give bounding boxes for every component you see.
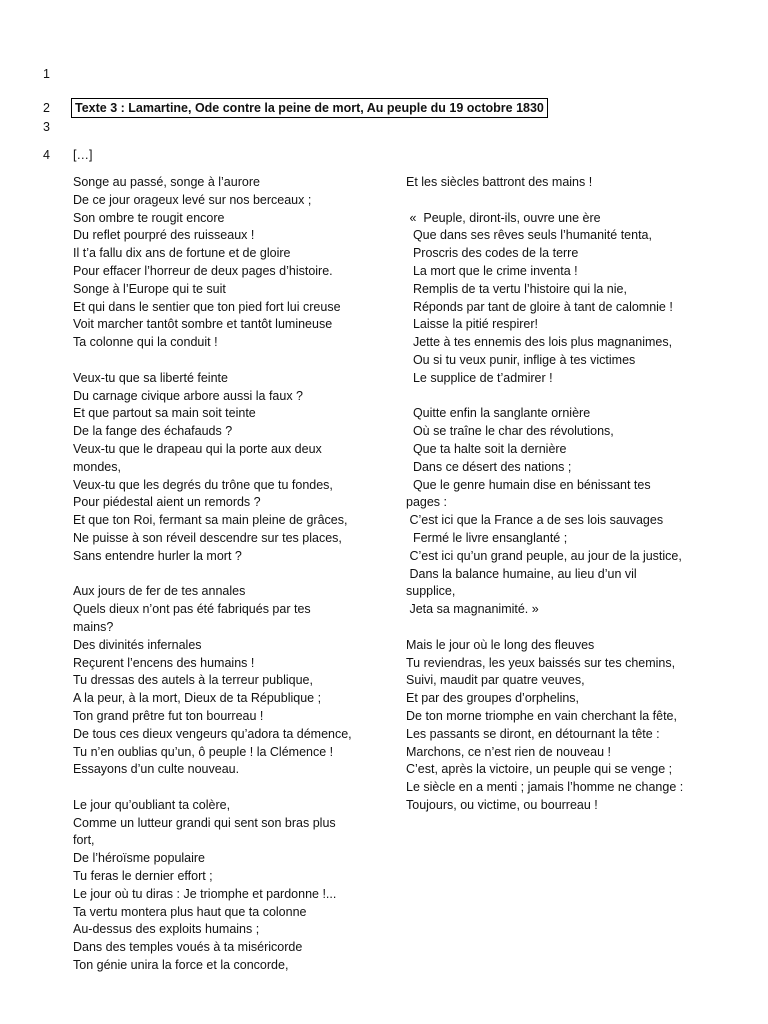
ellipsis-marker: […] bbox=[73, 148, 93, 162]
verse-line: La mort que le crime inventa ! bbox=[406, 263, 578, 278]
verse-line: Remplis de ta vertu l’histoire qui la nie, bbox=[406, 281, 627, 296]
verse-line: Dans la balance humaine, au lieu d’un vil bbox=[406, 566, 637, 581]
verse-line: Tu reviendras, les yeux baissés sur tes chemins, bbox=[406, 655, 676, 670]
poem-left-column bbox=[73, 174, 373, 993]
verse-line: Il t’a fallu dix ans de fortune et de gloire bbox=[73, 246, 291, 261]
stanza bbox=[73, 174, 373, 352]
verse-line: Tu n’en oublias qu’un, ô peuple ! la Clémence ! bbox=[73, 744, 334, 759]
verse-line: De l’héroïsme populaire bbox=[73, 851, 206, 866]
verse-line: Et que ton Roi, fermant sa main pleine de grâces, bbox=[73, 513, 348, 528]
verse-line: Quitte enfin la sanglante ornière bbox=[406, 406, 591, 421]
verse-line: C’est ici qu’un grand peuple, au jour de la justice, bbox=[406, 548, 682, 563]
verse-line: Quels dieux n’ont pas été fabriqués par tes bbox=[73, 602, 311, 617]
verse-line: Jeta sa magnanimité. » bbox=[406, 602, 539, 617]
verse-line: Essayons d’un culte nouveau. bbox=[73, 762, 240, 777]
verse-line: Proscris des codes de la terre bbox=[406, 246, 579, 261]
verse-line: Pour piédestal aient un remords ? bbox=[73, 495, 261, 510]
stanza bbox=[406, 637, 716, 815]
verse-line: C’est ici que la France a de ses lois sauvages bbox=[406, 513, 664, 528]
line-number-1: 1 bbox=[43, 67, 50, 81]
verse-line: Du carnage civique arbore aussi la faux ? bbox=[73, 388, 303, 403]
verse-line: Songe à l’Europe qui te suit bbox=[73, 281, 226, 296]
verse-line: Et qui dans le sentier que ton pied fort lui creuse bbox=[73, 299, 341, 314]
verse-line: Fermé le livre ensanglanté ; bbox=[406, 530, 568, 545]
verse-line: Marchons, ce n’est rien de nouveau ! bbox=[406, 744, 611, 759]
verse-line: Comme un lutteur grandi qui sent son bras plus bbox=[73, 815, 336, 830]
verse-line: mondes, bbox=[73, 459, 121, 474]
verse-line: A la peur, à la mort, Dieux de ta République ; bbox=[73, 691, 322, 706]
verse-line: Que ta halte soit la dernière bbox=[406, 441, 567, 456]
verse-line: Laisse la pitié respirer! bbox=[406, 317, 539, 332]
verse-line: Dans des temples voués à ta miséricorde bbox=[73, 940, 303, 955]
verse-line: Le jour où tu diras : Je triomphe et pardonne !... bbox=[73, 886, 337, 901]
verse-line: Des divinités infernales bbox=[73, 637, 202, 652]
verse-line: Veux-tu que sa liberté feinte bbox=[73, 370, 228, 385]
verse-line: Que dans ses rêves seuls l’humanité tenta, bbox=[406, 228, 652, 243]
verse-line: Son ombre te rougit encore bbox=[73, 210, 225, 225]
line-number-3: 3 bbox=[43, 120, 50, 134]
verse-line: Tu dressas des autels à la terreur publique, bbox=[73, 673, 313, 688]
verse-line: Pour effacer l’horreur de deux pages d’histoire. bbox=[73, 263, 333, 278]
document-title: Texte 3 : Lamartine, Ode contre la peine de mort, Au peuple du 19 octobre 1830 bbox=[71, 98, 548, 118]
stanza bbox=[73, 370, 373, 566]
verse-line: Au-dessus des exploits humains ; bbox=[73, 922, 260, 937]
stanza bbox=[73, 583, 373, 779]
verse-line: C’est, après la victoire, un peuple qui se venge ; bbox=[406, 762, 673, 777]
verse-line: Veux-tu que le drapeau qui la porte aux deux bbox=[73, 441, 322, 456]
verse-line: Sans entendre hurler la mort ? bbox=[73, 548, 242, 563]
verse-line: Ou si tu veux punir, inflige à tes victimes bbox=[406, 352, 636, 367]
verse-line: Le supplice de t’admirer ! bbox=[406, 370, 553, 385]
verse-line: Mais le jour où le long des fleuves bbox=[406, 637, 595, 652]
stanza bbox=[73, 797, 373, 975]
verse-line: Du reflet pourpré des ruisseaux ! bbox=[73, 228, 255, 243]
poem-right-column bbox=[406, 174, 716, 832]
stanza bbox=[406, 210, 716, 388]
verse-line: « Peuple, diront-ils, ouvre une ère bbox=[406, 210, 601, 225]
verse-line: Que le genre humain dise en bénissant tes bbox=[406, 477, 651, 492]
verse-line: Ton grand prêtre fut ton bourreau ! bbox=[73, 708, 264, 723]
verse-line: Tu feras le dernier effort ; bbox=[73, 869, 213, 884]
verse-line: Songe au passé, songe à l’aurore bbox=[73, 175, 260, 189]
stanza bbox=[406, 174, 716, 192]
verse-line: fort, bbox=[73, 833, 95, 848]
verse-line: De la fange des échafauds ? bbox=[73, 424, 233, 439]
line-number-4: 4 bbox=[43, 148, 50, 162]
verse-line: Ton génie unira la force et la concorde, bbox=[73, 958, 289, 973]
verse-line: Dans ce désert des nations ; bbox=[406, 459, 572, 474]
verse-line: pages : bbox=[406, 495, 448, 510]
verse-line: supplice, bbox=[406, 584, 456, 599]
verse-line: De ce jour orageux levé sur nos berceaux ; bbox=[73, 192, 312, 207]
verse-line: Voit marcher tantôt sombre et tantôt lumineuse bbox=[73, 317, 333, 332]
verse-line: Ta vertu montera plus haut que ta colonne bbox=[73, 904, 307, 919]
verse-line: Réponds par tant de gloire à tant de calomnie ! bbox=[406, 299, 673, 314]
verse-line: Le jour qu’oubliant ta colère, bbox=[73, 797, 231, 812]
verse-line: Aux jours de fer de tes annales bbox=[73, 584, 246, 599]
verse-line: Le siècle en a menti ; jamais l’homme ne change : bbox=[406, 780, 684, 795]
verse-line: Veux-tu que les degrés du trône que tu fondes, bbox=[73, 477, 333, 492]
verse-line: Ta colonne qui la conduit ! bbox=[73, 335, 218, 350]
line-number-2: 2 bbox=[43, 101, 50, 115]
verse-line: Les passants se diront, en détournant la tête : bbox=[406, 726, 660, 741]
verse-line: De tous ces dieux vengeurs qu’adora ta démence, bbox=[73, 726, 352, 741]
verse-line: Reçurent l’encens des humains ! bbox=[73, 655, 255, 670]
verse-line: Et les siècles battront des mains ! bbox=[406, 175, 593, 189]
verse-line: Et par des groupes d’orphelins, bbox=[406, 691, 580, 706]
verse-line: De ton morne triomphe en vain cherchant la fête, bbox=[406, 708, 677, 723]
verse-line: Où se traîne le char des révolutions, bbox=[406, 424, 614, 439]
stanza bbox=[406, 405, 716, 619]
verse-line: Toujours, ou victime, ou bourreau ! bbox=[406, 797, 598, 812]
verse-line: Et que partout sa main soit teinte bbox=[73, 406, 256, 421]
verse-line: Jette à tes ennemis des lois plus magnanimes, bbox=[406, 335, 673, 350]
verse-line: Suivi, maudit par quatre veuves, bbox=[406, 673, 585, 688]
verse-line: mains? bbox=[73, 619, 114, 634]
verse-line: Ne puisse à son réveil descendre sur tes places, bbox=[73, 530, 342, 545]
